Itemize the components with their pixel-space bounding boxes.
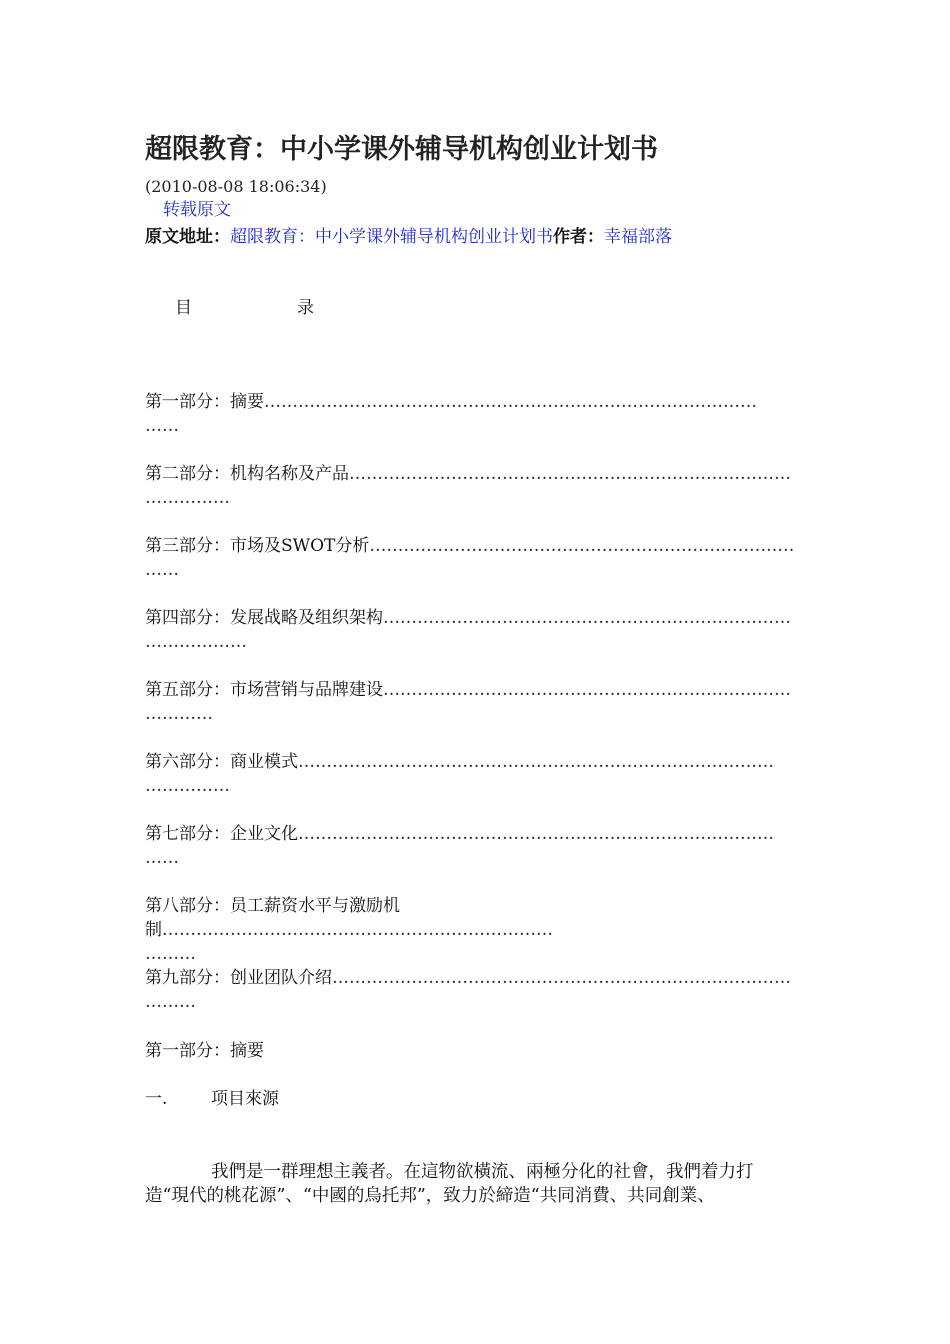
toc-item-label: 第九部分：创业团队介绍 <box>145 968 332 988</box>
toc-item-label: 第七部分：企业文化 <box>145 824 298 844</box>
toc-item <box>145 894 805 966</box>
author-link[interactable]: 幸福部落 <box>604 227 672 247</box>
toc-item-leader: ………………………………………………………………………… <box>298 752 774 772</box>
source-label: 原文地址： <box>145 227 230 247</box>
toc-item <box>145 966 805 1038</box>
table-of-contents <box>145 390 805 1038</box>
toc-item-leader-cont: …………… <box>145 776 230 796</box>
toc-item <box>145 390 805 462</box>
subsection-title: 项目來源 <box>211 1089 279 1109</box>
paragraph-line: 造“現代的桃花源”、“中國的烏托邦”，致力於締造“共同消費、共同創業、 <box>145 1186 715 1206</box>
toc-item-leader: …………………………………………………………………… <box>349 464 791 484</box>
toc-heading-right: 录 <box>297 298 314 318</box>
toc-item-leader: ……………………………………………………………… <box>383 608 791 628</box>
toc-item-label: 第五部分：市场营销与品牌建设 <box>145 680 383 700</box>
source-line <box>145 226 672 248</box>
author-label: 作者： <box>553 227 604 247</box>
toc-item-leader-cont: …… <box>145 416 179 436</box>
toc-item-leader-cont: ……… <box>145 992 196 1012</box>
toc-item <box>145 606 805 678</box>
toc-item-leader: ……………………………………………………………………… <box>332 968 791 988</box>
toc-item <box>145 462 805 534</box>
repost-link[interactable]: 转载原文 <box>163 200 231 220</box>
toc-item-leader-cont: …… <box>145 560 179 580</box>
source-link[interactable]: 超限教育：中小学课外辅导机构创业计划书 <box>230 227 553 247</box>
toc-item-label: 第二部分：机构名称及产品 <box>145 464 349 484</box>
paragraph-line: 我們是一群理想主義者。在這物欲橫流、兩極分化的社會，我們着力打 <box>211 1162 754 1182</box>
toc-item <box>145 678 805 750</box>
subsection-heading <box>145 1088 279 1110</box>
toc-item-label: 第三部分：市场及SWOT分析 <box>145 536 370 556</box>
subsection-number: 一. <box>145 1089 168 1109</box>
toc-item-leader-cont: ……………… <box>145 632 247 652</box>
toc-item-leader: …………………………………………………………… <box>162 920 553 940</box>
post-timestamp: (2010-08-08 18:06:34) <box>145 177 327 196</box>
toc-item-leader-cont: ………… <box>145 704 213 724</box>
toc-item-label: 第八部分：员工薪资水平与激励机制 <box>145 896 400 940</box>
toc-heading-left: 目 <box>175 298 192 318</box>
toc-heading <box>175 297 314 319</box>
toc-item-leader: ……………………………………………………………… <box>383 680 791 700</box>
body-paragraph <box>145 1160 810 1208</box>
section-heading: 第一部分：摘要 <box>145 1041 264 1061</box>
toc-item-leader-cont: ……… <box>145 944 196 964</box>
toc-item-label: 第六部分：商业模式 <box>145 752 298 772</box>
toc-item-label: 第四部分：发展战略及组织架构 <box>145 608 383 628</box>
toc-item-leader-cont: …………… <box>145 488 230 508</box>
toc-item-leader-cont: …… <box>145 848 179 868</box>
page-title: 超限教育：中小学课外辅导机构创业计划书 <box>145 134 658 165</box>
toc-item <box>145 750 805 822</box>
toc-item-leader: ………………………………………………………………… <box>369 536 795 556</box>
toc-item-label: 第一部分：摘要 <box>145 392 264 412</box>
toc-item <box>145 822 805 894</box>
toc-item <box>145 534 805 606</box>
toc-item-leader: …………………………………………………………………………… <box>264 392 757 412</box>
toc-item-leader: ………………………………………………………………………… <box>298 824 774 844</box>
